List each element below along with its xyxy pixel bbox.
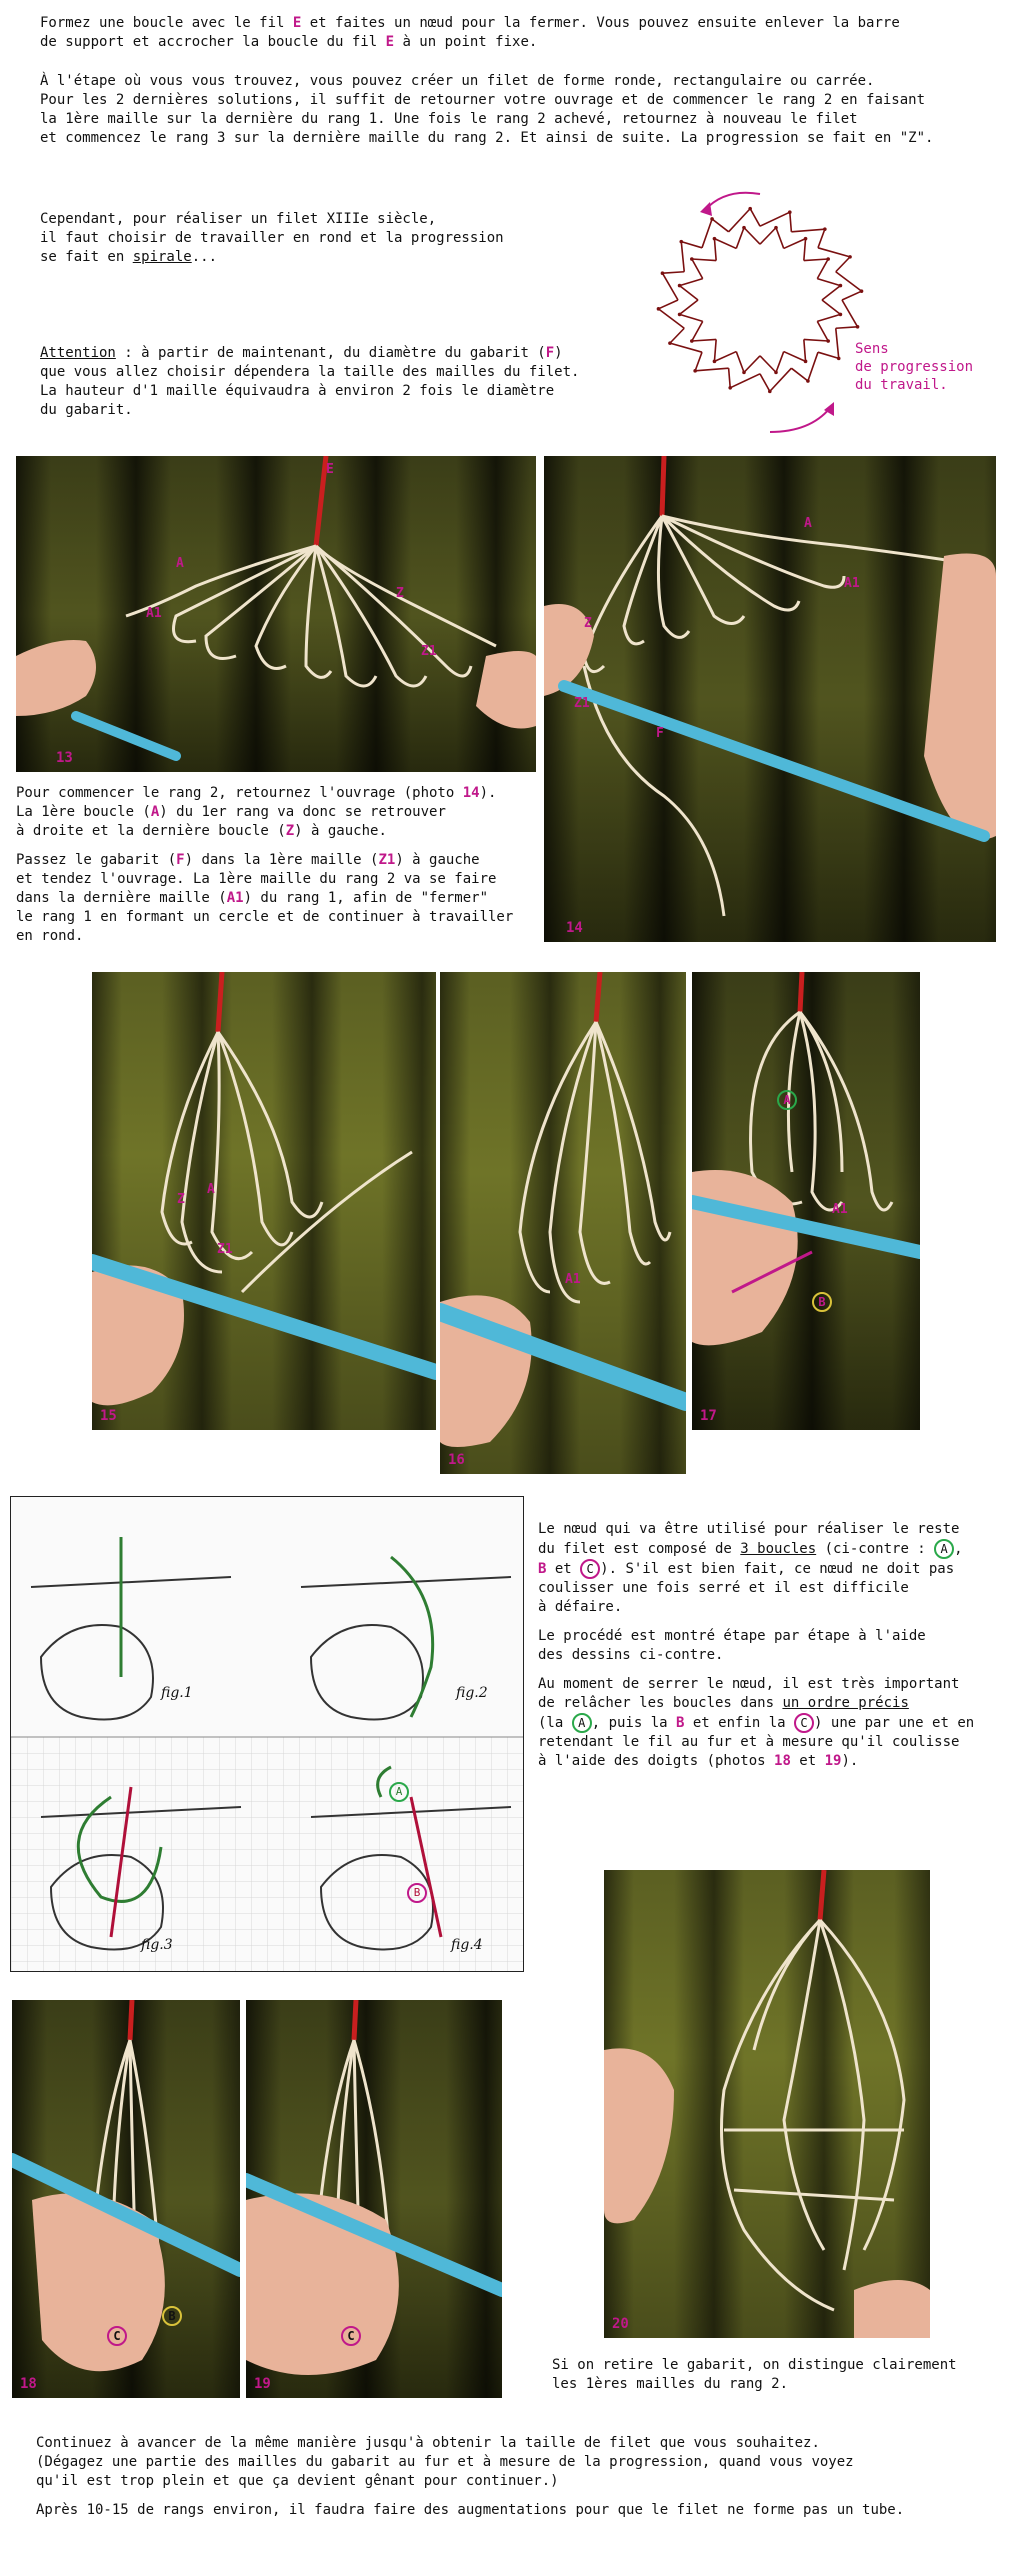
label-z1: Z1	[421, 644, 437, 659]
net-strand	[681, 242, 702, 248]
net-knot	[748, 207, 752, 211]
label-c: C	[107, 2326, 127, 2346]
progression-arrow-bottom	[770, 408, 830, 432]
intro-text: que vous allez choisir dépendera la taille des mailles du filet.	[40, 364, 580, 380]
net-knot	[657, 307, 661, 311]
net-strand	[712, 219, 729, 232]
net-strand	[680, 314, 703, 321]
net-strand	[817, 279, 840, 286]
net-strand	[714, 352, 736, 362]
net-strand	[736, 228, 744, 249]
label-z: Z	[177, 1192, 185, 1207]
fig-3-label: fig.3	[141, 1937, 173, 1953]
progression-label: Sens de progression du travail.	[855, 341, 974, 393]
net-strand	[760, 374, 770, 392]
net-strand	[804, 339, 806, 361]
label-a: A	[804, 516, 812, 531]
label-b: B	[162, 2306, 182, 2326]
fig-1-label: fig.1	[161, 1685, 193, 1701]
net-strand	[750, 209, 760, 227]
net-strand	[842, 291, 862, 300]
net-knot	[826, 339, 830, 343]
intro-text: )	[554, 345, 563, 361]
gauge-f-label: F	[545, 345, 555, 361]
label-z: Z	[396, 586, 404, 601]
net-knot	[710, 217, 714, 221]
net-strand	[729, 209, 751, 232]
net-strand	[658, 309, 684, 328]
thread-e-label: E	[385, 34, 395, 50]
net-strand	[791, 229, 824, 232]
photo-16-drawing	[440, 972, 686, 1474]
net-strand	[692, 339, 716, 341]
sketch-label-a: A	[389, 1780, 409, 1802]
knot-sketch-drawing	[11, 1497, 523, 1971]
net-knot	[823, 227, 827, 231]
net-mesh	[657, 207, 864, 393]
net-strand	[817, 314, 840, 321]
label-a: A	[777, 1090, 797, 1110]
label-z1: Z1	[574, 696, 590, 711]
intro-text: il faut choisir de travailler en rond et la progression	[40, 230, 504, 246]
intro-text: ...	[191, 249, 218, 265]
net-strand	[670, 328, 684, 343]
attention-paragraph	[40, 344, 620, 420]
label-a1: A1	[832, 1202, 848, 1217]
label-c: C	[341, 2326, 361, 2346]
net-strand	[744, 228, 760, 245]
label-f: F	[656, 726, 664, 741]
photo-number: 15	[100, 1408, 117, 1424]
net-knot	[774, 226, 778, 230]
intro-text: et commencez le rang 3 sur la dernière maille du rang 2. Et ainsi de suite. La progression se fait en "Z".	[40, 130, 934, 146]
photo-20-drawing	[604, 1870, 930, 2338]
photo-number: 14	[566, 920, 583, 936]
label-e: E	[326, 462, 334, 477]
net-knot	[678, 284, 682, 288]
fig-2-label: fig.2	[456, 1685, 488, 1701]
photo-19-drawing	[246, 2000, 502, 2398]
photo-13	[16, 456, 536, 772]
net-knot	[837, 357, 841, 361]
intro-text: : à partir de maintenant, du diamètre du gabarit (	[115, 345, 546, 361]
intro-text: la 1ère maille sur la dernière du rang 1. Une fois le rang 2 achevé, retournez à nouveau le filet	[40, 111, 858, 127]
photo-16	[440, 972, 686, 1474]
net-knot	[679, 240, 683, 244]
net-strand	[790, 212, 792, 232]
label-b: B	[812, 1292, 832, 1312]
net-strand	[836, 327, 858, 328]
net-drawing	[630, 170, 1000, 450]
net-strand	[776, 352, 784, 373]
photo-13-drawing	[16, 456, 536, 772]
net-strand	[760, 212, 790, 226]
net-knot	[768, 390, 772, 394]
net-knot	[826, 257, 830, 261]
remove-gauge-text: Si on retire le gabarit, on distingue clairement les 1ères mailles du rang 2.	[552, 2357, 957, 2392]
net-knot	[804, 237, 808, 241]
attention-word: Attention	[40, 345, 116, 361]
net-strand	[836, 257, 850, 272]
net-strand	[662, 273, 678, 300]
knot-explanation-text: Le nœud qui va être utilisé pour réaliser le reste du filet est composé de 3 boucles (ci-contre : A , B et C ). S'il est bien fait, ce nœud ne doit pas coulisser une fois serré et il est difficile à défaire. Le procédé est montré étape par étape à l'aide des dessins ci-contre. Au moment de serrer le nœud, il est très important de relâcher les boucles dans un ordre précis (la A , puis la B et enfin la C ) une par une et en retendant le fil au fur et à mesure qu'il coulisse à l'aide des doigts (photos 18 et 19).	[538, 1521, 975, 1769]
net-strand	[736, 352, 744, 373]
intro-text: Pour les 2 dernières solutions, il suffit de retourner votre ouvrage et de commencer le rang 2 en faisant	[40, 92, 926, 108]
intro-text: se fait en	[40, 249, 133, 265]
net-strand	[804, 259, 828, 261]
net-strand	[770, 368, 792, 391]
net-knot	[661, 271, 665, 275]
label-z: Z	[584, 616, 592, 631]
intro-text: du gabarit.	[40, 402, 133, 418]
intro-paragraph-1	[40, 14, 990, 52]
photo-number: 13	[56, 750, 73, 766]
net-strand	[808, 352, 818, 381]
progression-arrow-top	[705, 193, 760, 210]
net-knot	[713, 237, 717, 241]
net-strand	[817, 259, 828, 279]
arrow-head-icon	[700, 202, 712, 216]
net-strand	[692, 321, 703, 341]
net-strand	[822, 286, 840, 300]
photo-15-drawing	[92, 972, 436, 1430]
net-strand	[842, 300, 858, 327]
net-strand	[804, 339, 828, 341]
net-knot	[806, 379, 810, 383]
net-strand	[818, 248, 850, 257]
intro-text: La hauteur d'1 maille équivaudra à environ 2 fois le diamètre	[40, 383, 555, 399]
net-strand	[836, 272, 862, 291]
net-strand	[680, 286, 698, 300]
label-a1: A1	[844, 576, 860, 591]
photo-17	[692, 972, 920, 1430]
photo-17-drawing	[692, 972, 920, 1430]
photo-number: 19	[254, 2376, 271, 2392]
step-14-text: Pour commencer le rang 2, retournez l'ouvrage (photo 14). La 1ère boucle (A) du 1er rang va donc se retrouver à droite et la dernière boucle (Z) à gauche. Passez le gabarit (F) dans la 1ère maille (Z1) à gauche et tendez l'ouvrage. La 1ère maille du rang 2 va se faire dans la dernière maille (A1) du rang 1, afin de "fermer" le rang 1 en formant un cercle et de continuer à travailler en rond.	[16, 785, 514, 944]
intro-paragraph-2	[40, 72, 1000, 148]
net-strand	[695, 368, 728, 371]
net-strand	[804, 239, 806, 261]
net-strand	[658, 300, 678, 309]
photo-number: 20	[612, 2316, 629, 2332]
label-a: A	[207, 1182, 215, 1197]
net-strand	[836, 328, 839, 358]
net-strand	[714, 239, 736, 249]
intro-text: et faites un nœud pour la fermer. Vous pouvez ensuite enlever la barre	[301, 15, 900, 31]
net-strand	[680, 300, 698, 314]
net-knot	[839, 284, 843, 288]
net-strand	[714, 239, 716, 261]
intro-text: À l'étape où vous vous trouvez, vous pouvez créer un filet de forme ronde, rectangulaire ou carrée.	[40, 73, 875, 89]
net-strand	[784, 352, 806, 362]
net-strand	[784, 239, 806, 249]
net-knot	[693, 369, 697, 373]
net-strand	[662, 272, 684, 273]
net-knot	[742, 371, 746, 375]
net-strand	[776, 228, 784, 249]
net-knot	[788, 210, 792, 214]
net-knot	[742, 226, 746, 230]
net-strand	[670, 343, 702, 352]
label-a: A	[176, 556, 184, 571]
label-a1: A1	[565, 1272, 581, 1287]
photo-number: 18	[20, 2376, 37, 2392]
net-strand	[730, 374, 760, 388]
photo-20	[604, 1870, 930, 2338]
net-strand	[702, 219, 712, 248]
net-strand	[729, 368, 731, 388]
net-strand	[744, 356, 760, 373]
spiral-word: spirale	[132, 249, 192, 265]
intro-text: Cependant, pour réaliser un filet XIIIe siècle,	[40, 211, 437, 227]
net-strand	[817, 321, 828, 341]
closing-text: Continuez à avancer de la même manière jusqu'à obtenir la taille de filet que vous souhaitez. (Dégagez une partie des mailles du gabarit au fur et à mesure de la progression, quand vous voyez qu'il est trop plein et que ça devient gênant pour continuer.) Après 10-15 de rangs environ, il faudra faire des augmentations pour que le filet ne forme pas un tube.	[36, 2435, 905, 2518]
net-strand	[760, 356, 776, 373]
net-knot	[678, 313, 682, 317]
net-knot	[728, 386, 732, 390]
photo-number: 17	[700, 1408, 717, 1424]
net-strand	[680, 279, 703, 286]
net-strand	[760, 228, 776, 245]
net-knot	[774, 371, 778, 375]
photo-number: 16	[448, 1452, 465, 1468]
net-strand	[692, 259, 703, 279]
net-knot	[860, 289, 864, 293]
net-knot	[690, 339, 694, 343]
intro-text: Formez une boucle avec le fil	[40, 15, 293, 31]
net-strand	[692, 259, 716, 261]
thread-e-label: E	[292, 15, 302, 31]
net-knot	[690, 257, 694, 261]
photo-15	[92, 972, 436, 1430]
label-a1: A1	[146, 606, 162, 621]
net-knot	[839, 313, 843, 317]
net-strand	[695, 352, 702, 371]
net-knot	[713, 360, 717, 364]
net-knot	[856, 325, 860, 329]
fig-4-label: fig.4	[451, 1937, 483, 1953]
intro-text: de support et accrocher la boucle du fil	[40, 34, 386, 50]
photo-14-drawing	[544, 456, 996, 942]
net-strand	[791, 368, 808, 381]
net-strand	[818, 352, 839, 358]
photo-14	[544, 456, 996, 942]
knot-sketch-panel	[10, 1496, 524, 1972]
intro-text: à un point fixe.	[394, 34, 538, 50]
net-strand	[818, 229, 825, 248]
net-strand	[681, 242, 684, 272]
net-knot	[668, 341, 672, 345]
net-knot	[848, 255, 852, 259]
net-knot	[804, 360, 808, 364]
net-strand	[822, 300, 840, 314]
photo-19	[246, 2000, 502, 2398]
net-strand	[714, 339, 716, 361]
intro-paragraph-3	[40, 210, 600, 267]
label-z1: Z1	[217, 1242, 233, 1257]
photo-18	[12, 2000, 240, 2398]
sketch-label-b: B	[407, 1881, 427, 1903]
spiral-net-diagram	[630, 170, 1000, 450]
